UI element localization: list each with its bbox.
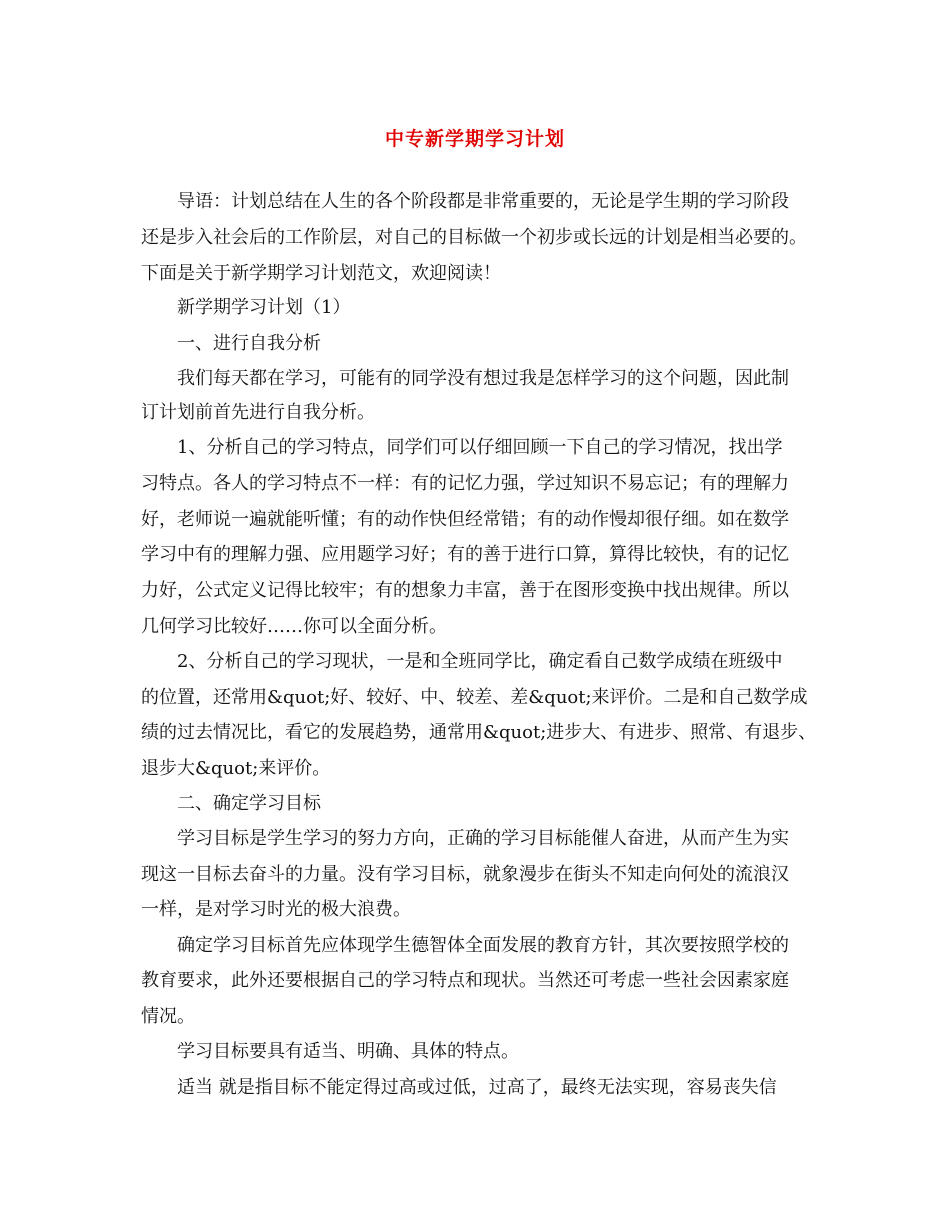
paragraph-line: 退步大&quot;来评价。 — [141, 758, 331, 779]
paragraph-line: 情况。 — [141, 1006, 195, 1027]
paragraph-line: 下面是关于新学期学习计划范文，欢迎阅读！ — [141, 263, 501, 284]
paragraph-line: 导语：计划总结在人生的各个阶段都是非常重要的，无论是学生期的学习阶段 — [177, 191, 789, 212]
paragraph-line: 2、分析自己的学习现状，一是和全班同学比，确定看自己数学成绩在班级中 — [177, 651, 783, 672]
paragraph-line: 适当 就是指目标不能定得过高或过低，过高了，最终无法实现，容易丧失信 — [177, 1077, 777, 1098]
paragraph-line: 二、确定学习目标 — [177, 793, 321, 814]
paragraph-line: 1、分析自己的学习特点，同学们可以仔细回顾一下自己的学习情况，找出学 — [177, 437, 783, 458]
paragraph-line: 一样，是对学习时光的极大浪费。 — [141, 899, 411, 920]
paragraph-line: 一、进行自我分析 — [177, 333, 321, 354]
paragraph-line: 学习中有的理解力强、应用题学习好；有的善于进行口算，算得比较快，有的记忆 — [141, 544, 789, 565]
paragraph-line: 好，老师说一遍就能听懂；有的动作快但经常错；有的动作慢却很仔细。如在数学 — [141, 509, 789, 530]
paragraph-line: 几何学习比较好……你可以全面分析。 — [141, 616, 447, 637]
paragraph-line: 学习目标是学生学习的努力方向，正确的学习目标能催人奋进，从而产生为实 — [177, 828, 789, 849]
paragraph-line: 我们每天都在学习，可能有的同学没有想过我是怎样学习的这个问题，因此制 — [177, 368, 789, 389]
paragraph-line: 的位置，还常用&quot;好、较好、中、较差、差&quot;来评价。二是和自己数学成 — [141, 687, 808, 708]
paragraph-line: 订计划前首先进行自我分析。 — [141, 402, 375, 423]
paragraph-line: 习特点。各人的学习特点不一样：有的记忆力强，学过知识不易忘记；有的理解力 — [141, 473, 789, 494]
paragraph-line: 力好，公式定义记得比较牢；有的想象力丰富，善于在图形变换中找出规律。所以 — [141, 580, 789, 601]
paragraph-line: 现这一目标去奋斗的力量。没有学习目标，就象漫步在街头不知走向何处的流浪汉 — [141, 864, 789, 885]
paragraph-line: 新学期学习计划（1） — [177, 297, 351, 318]
paragraph-line: 还是步入社会后的工作阶层，对自己的目标做一个初步或长远的计划是相当必要的。 — [141, 227, 807, 248]
paragraph-line: 教育要求，此外还要根据自己的学习特点和现状。当然还可考虑一些社会因素家庭 — [141, 970, 789, 991]
paragraph-line: 学习目标要具有适当、明确、具体的特点。 — [177, 1041, 519, 1062]
document-title: 中专新学期学习计划 — [384, 128, 565, 150]
paragraph-line: 绩的过去情况比，看它的发展趋势，通常用&quot;进步大、有进步、照常、有退步、 — [141, 722, 817, 743]
paragraph-line: 确定学习目标首先应体现学生德智体全面发展的教育方针，其次要按照学校的 — [177, 935, 789, 956]
